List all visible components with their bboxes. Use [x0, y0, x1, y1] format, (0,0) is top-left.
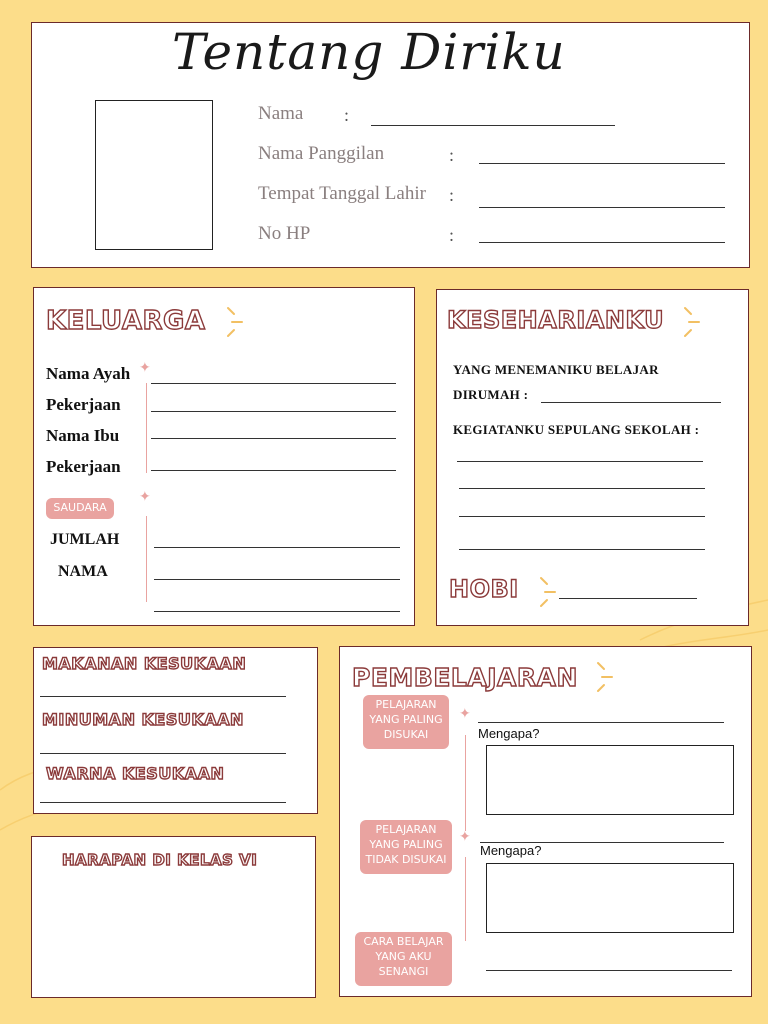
field-label-nama: Nama — [258, 103, 304, 124]
sun-rays-icon — [222, 302, 246, 342]
keseharian-card — [436, 289, 749, 626]
field-label-no-hp: No HP — [258, 223, 311, 244]
page-title: Tentang Diriku — [172, 23, 566, 81]
input-line-disukai[interactable] — [478, 722, 724, 723]
q-menemani-line1: YANG MENEMANIKU BELAJAR — [453, 362, 659, 377]
q-menemani-line2: DIRUMAH : — [453, 387, 529, 402]
makanan-title: MAKANAN KESUKAAN — [42, 654, 247, 673]
input-line-kegiatan-2[interactable] — [459, 488, 705, 489]
keseharian-title: KESEHARIANKU — [447, 306, 665, 334]
label-pekerjaan-ibu: Pekerjaan — [46, 457, 121, 476]
input-line-nama-saudara-2[interactable] — [154, 611, 400, 612]
label-nama-ayah: Nama Ayah — [46, 364, 131, 383]
label-nama-ibu: Nama Ibu — [46, 426, 120, 445]
input-line-minuman[interactable] — [40, 753, 286, 754]
input-line-kegiatan-3[interactable] — [459, 516, 705, 517]
q-kegiatan: KEGIATANKU SEPULANG SEKOLAH : — [453, 422, 700, 437]
pembelajaran-title: PEMBELAJARAN — [352, 663, 578, 692]
hobi-title: HOBI — [449, 575, 519, 603]
divider-line — [146, 383, 147, 473]
input-line-menemani[interactable] — [541, 402, 721, 403]
sparkle-icon: ✦ — [459, 829, 471, 845]
field-colon: : — [449, 185, 455, 205]
input-line-nama-saudara[interactable] — [154, 579, 400, 580]
input-line-jumlah[interactable] — [154, 547, 400, 548]
sun-rays-icon — [537, 572, 559, 612]
sparkle-icon: ✦ — [139, 489, 151, 505]
keluarga-title: KELUARGA — [46, 306, 206, 336]
pembelajaran-card — [339, 646, 752, 997]
field-line-nama[interactable] — [371, 125, 615, 126]
mengapa-box-2[interactable] — [486, 863, 734, 933]
field-colon: : — [449, 145, 455, 165]
warna-title: WARNA KESUKAAN — [46, 764, 225, 783]
field-label-ttl: Tempat Tanggal Lahir — [258, 183, 426, 204]
photo-box[interactable] — [95, 100, 213, 250]
label-jumlah: JUMLAH — [50, 531, 120, 548]
input-line-warna[interactable] — [40, 802, 286, 803]
input-line-pekerjaan-ibu[interactable] — [151, 470, 396, 471]
profile-card — [31, 22, 750, 268]
minuman-title: MINUMAN KESUKAAN — [42, 710, 244, 729]
field-colon: : — [449, 225, 455, 245]
field-line-ttl[interactable] — [479, 207, 725, 208]
badge-pelajaran-disukai: PELAJARAN YANG PALING DISUKAI — [363, 695, 449, 749]
input-line-nama-ayah[interactable] — [151, 383, 396, 384]
saudara-badge: SAUDARA — [46, 498, 114, 519]
divider-line — [465, 735, 466, 831]
input-line-pekerjaan-ayah[interactable] — [151, 411, 396, 412]
sun-rays-icon — [594, 657, 616, 697]
label-nama-saudara: NAMA — [58, 563, 108, 580]
input-line-hobi[interactable] — [559, 598, 697, 599]
keluarga-card — [33, 287, 415, 626]
input-line-kegiatan-4[interactable] — [459, 549, 705, 550]
input-line-makanan[interactable] — [40, 696, 286, 697]
sun-rays-icon — [681, 302, 703, 342]
field-line-no-hp[interactable] — [479, 242, 725, 243]
label-pekerjaan-ayah: Pekerjaan — [46, 395, 121, 414]
badge-pelajaran-tidak-disukai: PELAJARAN YANG PALING TIDAK DISUKAI — [360, 820, 452, 874]
field-label-nama-panggilan: Nama Panggilan — [258, 143, 385, 164]
divider-line — [465, 857, 466, 941]
divider-line — [146, 516, 147, 602]
sparkle-icon: ✦ — [139, 360, 151, 376]
input-line-kegiatan-1[interactable] — [457, 461, 703, 462]
mengapa-box-1[interactable] — [486, 745, 734, 815]
harapan-title: HARAPAN DI KELAS VI — [62, 851, 258, 869]
input-line-cara-belajar[interactable] — [486, 970, 732, 971]
badge-cara-belajar: CARA BELAJAR YANG AKU SENANGI — [355, 932, 452, 986]
kesukaan-card — [33, 647, 318, 814]
field-line-nama-panggilan[interactable] — [479, 163, 725, 164]
input-line-nama-ibu[interactable] — [151, 438, 396, 439]
mengapa-label: Mengapa? — [478, 726, 540, 741]
mengapa-label: Mengapa? — [480, 843, 542, 858]
field-colon: : — [344, 105, 350, 125]
harapan-card — [31, 836, 316, 998]
sparkle-icon: ✦ — [459, 706, 471, 722]
